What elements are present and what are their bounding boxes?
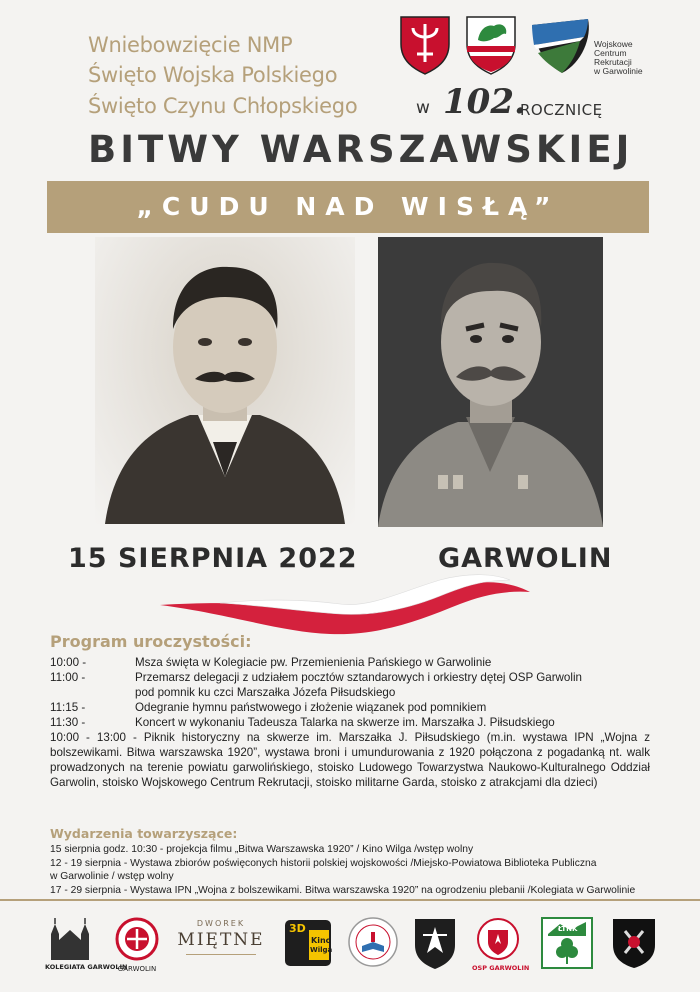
program-time: 11:15 - [50,701,86,714]
wcr-line-3: Rekrutacji [594,57,632,67]
program-time: 11:00 - [50,671,86,684]
header-w: w [416,98,430,118]
biblioteka-logo [347,916,399,968]
wcr-emblem-logo [530,17,595,77]
event-place: GARWOLIN [438,543,613,574]
program-item [50,655,650,670]
program-item [50,685,650,700]
program-time [50,685,135,700]
header-line-1: Wniebowzięcie NMP [88,33,293,57]
program-item [50,715,650,730]
program-text: Koncert w wykonaniu Tadeusza Talarka na skwerze im. Marszałka J. Piłsudskiego [135,716,555,729]
event-line: 17 - 29 sierpnia - Wystawa IPN „Wojna z bolszewikami. Bitwa warszawska 1920” na ogrodzeniu plebanii /Kolegiata w Garwolinie [50,884,636,896]
polish-flag-ribbon [160,570,530,640]
event-line: w Garwolinie / wstęp wolny [50,871,174,882]
program-picnic: 10:00 - 13:00 - Piknik historyczny na skwerze im. Marszałka J. Piłsudskiego (m.in. wystawa IPN „Wojna z bolszewikami. Bitwa warszawska 1920”, wystawa broni i umundurowania z 1920 połączona z pogadanką nt. walk prowadzonych na terenie powiatu garwolińskiego, stoisko Ludowego Towarzystwa Naukowo-Kulturalnego Oddział Garwolin, stoisko Wojskowego Centrum Rekrutacji, stoisko militarne Garda, stoisko z atrakcjami dla dzieci) [50,731,650,789]
garda-logo [611,917,657,969]
banner-text: „CUDU NAD WISŁĄ” [136,192,560,221]
program-text: Odegranie hymnu państwowego i złożenie wiązanek pod pomnikiem [135,701,487,714]
wcr-line-4: w Garwolinie [594,66,643,76]
osp-label: OSP GARWOLIN [472,964,530,972]
centrum-kultury-logo [113,917,161,975]
headline: BITWY WARSZAWSKIEJ [88,128,634,171]
kino-label: Kino [311,936,332,945]
events-title: Wydarzenia towarzyszące: [50,826,238,841]
program-list [50,655,650,790]
wcr-text [594,40,643,76]
kolegiata-logo [45,916,128,972]
events-list [50,843,650,897]
program-text: Przemarsz delegacji z udziałem pocztów sztandarowych i orkiestry dętej OSP Garwolin [135,671,582,684]
military-emblem-logo [413,917,457,971]
kolegiata-label: KOLEGIATA GARWOLIN [45,963,128,971]
program-time: 10:00 - [50,656,87,669]
portrait-pilsudski-photo [378,237,603,527]
wcr-line-1: Wojskowe [594,39,633,49]
county-coat-of-arms-logo [464,14,518,76]
anniversary-number: 102. [443,82,526,122]
program-text: pod pomnik ku czci Marszałka Józefa Piłsudskiego [135,686,396,699]
portrait-witos-photo [95,237,355,524]
ltnk-logo [540,916,594,970]
osp-garwolin-logo [472,918,530,972]
header-line-2: Święto Wojska Polskiego [88,63,338,87]
program-item [50,700,650,715]
ltnk-label: ŁTNK [558,925,578,933]
dworek-top-label: DWOREK [196,919,246,928]
footer-divider [0,899,700,901]
header-line-3: Święto Czynu Chłopskiego [88,94,358,118]
garwolin-coat-of-arms-logo [398,14,452,76]
centrum-label: GARWOLIN [117,965,157,973]
kino-name-label: Wilga [310,946,333,954]
dworek-name-label: MIĘTNE [177,930,265,950]
program-text: Msza święta w Kolegiacie pw. Przemienienia Pańskiego w Garwolinie [135,656,492,669]
program-title: Program uroczystości: [50,632,252,651]
event-line: 12 - 19 sierpnia - Wystawa zbiorów poświęconych historii polskiej wojskowości /Miejsko-Powiatowa Biblioteka Publiczna [50,857,597,869]
dworek-mietne-logo [177,919,265,969]
kino-wilga-logo [283,914,333,970]
program-item [50,670,650,685]
kino-3d-label: 3D [289,922,306,935]
title-banner [47,181,649,233]
program-time: 11:30 - [50,716,86,729]
anniversary-word: ROCZNICĘ [520,101,603,119]
wcr-line-2: Centrum [594,48,627,58]
dworek-rule [186,954,256,955]
event-date: 15 SIERPNIA 2022 [68,543,358,574]
event-line: 15 sierpnia godz. 10:30 - projekcja filmu „Bitwa Warszawska 1920” / Kino Wilga /wstęp wolny [50,844,474,855]
